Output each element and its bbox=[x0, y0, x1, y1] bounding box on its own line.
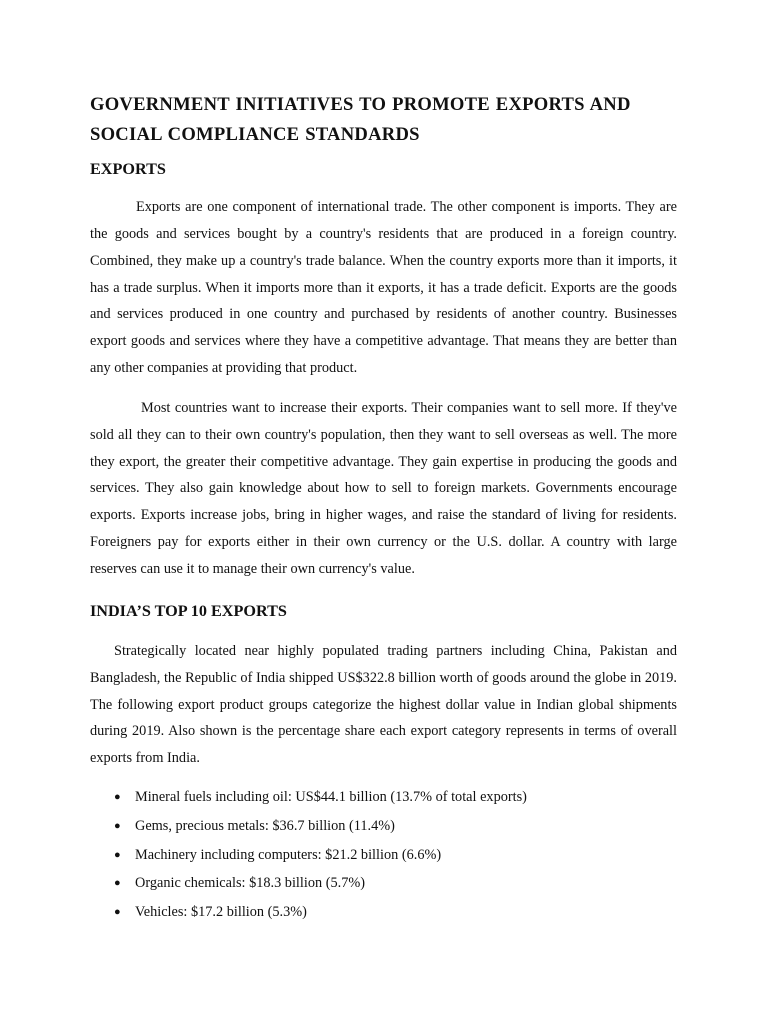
top-exports-paragraph: Strategically located near highly populated trading partners including China, Pakistan and Bangladesh, the Republic of India shipped US$322.8 billion worth of goods around the globe in 2019. The following export product groups categorize the highest dollar value in Indian global shipments during 2019. Also shown is the percentage share each export category represents in terms of overall exports from India. bbox=[90, 642, 677, 767]
section-heading-top-exports: INDIA’S TOP 10 EXPORTS bbox=[90, 601, 287, 620]
list-item-text: Organic chemicals: $18.3 billion (5.7%) bbox=[135, 875, 366, 892]
list-item bbox=[90, 898, 677, 927]
document-title: GOVERNMENT INITIATIVES TO PROMOTE EXPORTS AND SOCIAL COMPLIANCE STANDARDS bbox=[90, 94, 631, 145]
bullet-icon: ● bbox=[114, 819, 121, 832]
list-item bbox=[90, 783, 677, 812]
list-item-text: Gems, precious metals: $36.7 billion (11.4%) bbox=[135, 817, 395, 834]
list-item bbox=[90, 812, 677, 841]
bullet-icon: ● bbox=[114, 848, 121, 861]
exports-paragraph-2: Most countries want to increase their exports. Their companies want to sell more. If they've sold all they can to their own country's population, then they want to sell overseas as well. The more they export, the greater their competitive advantage. They gain expertise in producing the goods and services. They also gain knowledge about how to sell to foreign markets. Governments encourage exports. Exports increase jobs, bring in higher wages, and raise the standard of living for residents. Foreigners pay for exports either in their own currency or the U.S. dollar. A country with large reserves can use it to manage their own currency's value. bbox=[90, 399, 677, 577]
section-heading-exports: EXPORTS bbox=[90, 160, 166, 178]
bullet-icon: ● bbox=[114, 791, 121, 804]
list-item-text: Mineral fuels including oil: US$44.1 billion (13.7% of total exports) bbox=[135, 789, 527, 806]
list-item-text: Vehicles: $17.2 billion (5.3%) bbox=[135, 904, 307, 921]
list-item bbox=[90, 869, 677, 898]
top-exports-list bbox=[90, 783, 677, 927]
bullet-icon: ● bbox=[114, 906, 121, 919]
list-item bbox=[90, 841, 677, 870]
list-item-text: Machinery including computers: $21.2 billion (6.6%) bbox=[135, 846, 442, 863]
bullet-icon: ● bbox=[114, 877, 121, 890]
exports-paragraph-1: Exports are one component of international trade. The other component is imports. They are the goods and services bought by a country's residents that are produced in a foreign country. Combined, they make up a country's trade balance. When the country exports more than it imports, it has a trade surplus. When it imports more than it exports, it has a trade deficit. Exports are the goods and services produced in one country and purchased by residents of another country. Businesses export goods and services where they have a competitive advantage. That means they are better than any other companies at providing that product. bbox=[90, 199, 677, 377]
document-page bbox=[90, 90, 677, 927]
